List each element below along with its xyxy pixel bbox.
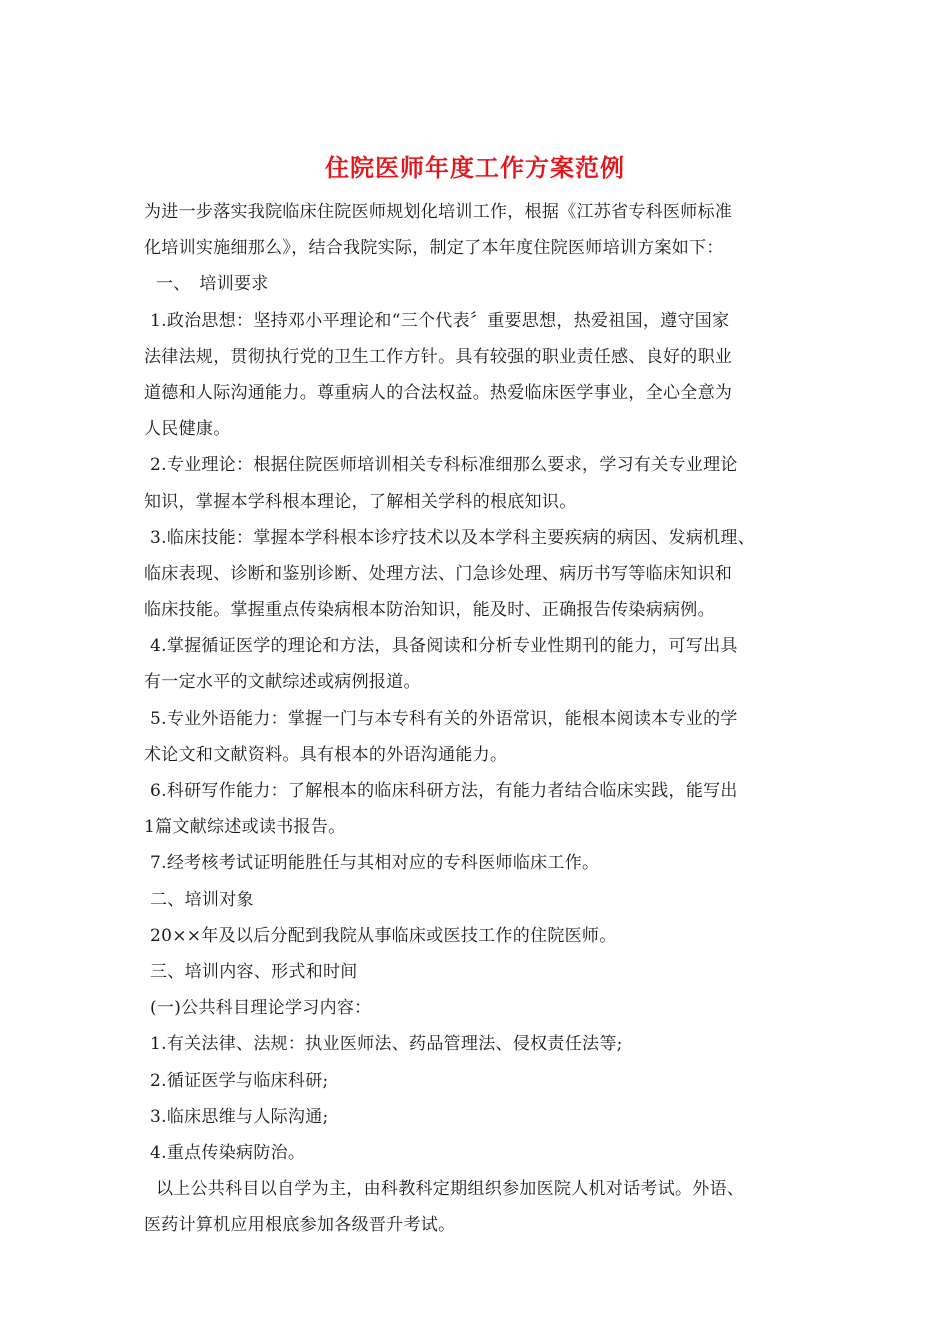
paragraph-line: 人民健康。 bbox=[144, 419, 231, 440]
paragraph-line: 临床技能。掌握重点传染病根本防治知识，能及时、正确报告传染病病例。 bbox=[144, 600, 715, 621]
paragraph-line: 6.科研写作能力：了解根本的临床科研方法，有能力者结合临床实践，能写出 bbox=[150, 781, 738, 801]
paragraph-line: 7.经考核考试证明能胜任与其相对应的专科医师临床工作。 bbox=[150, 853, 600, 874]
paragraph-line: 4.掌握循证医学的理论和方法，具备阅读和分析专业性期刊的能力，可写出具 bbox=[150, 636, 738, 657]
paragraph-line: 术论文和文献资料。具有根本的外语沟通能力。 bbox=[144, 744, 508, 765]
paragraph-line: 1篇文献综述或读书报告。 bbox=[144, 817, 346, 838]
paragraph-line: 有一定水平的文献综述或病例报道。 bbox=[144, 672, 421, 693]
paragraph-line: 法律法规，贯彻执行党的卫生工作方针。具有较强的职业责任感、良好的职业 bbox=[144, 346, 733, 367]
section-heading: 一、 培训要求 bbox=[156, 274, 269, 295]
paragraph-line: 3.临床技能：掌握本学科根本诊疗技术以及本学科主要疾病的病因、发病机理、 bbox=[150, 527, 756, 548]
paragraph-line: 2.专业理论：根据住院医师培训相关专科标准细那么要求，学习有关专业理论 bbox=[150, 455, 738, 476]
paragraph-line: 临床表现、诊断和鉴别诊断、处理方法、门急诊处理、病历书写等临床知识和 bbox=[144, 563, 733, 584]
list-item: 3.临床思维与人际沟通; bbox=[150, 1106, 329, 1127]
section-heading: 二、培训对象 bbox=[150, 889, 254, 910]
list-item: 1.有关法律、法规：执业医师法、药品管理法、侵权责任法等; bbox=[150, 1034, 623, 1055]
list-item: 2.循证医学与临床科研; bbox=[150, 1070, 329, 1091]
paragraph-line: 为进一步落实我院临床住院医师规划化培训工作，根据《江苏省专科医师标准 bbox=[144, 202, 733, 222]
paragraph-line: 20××年及以后分配到我院从事临床或医技工作的住院医师。 bbox=[150, 925, 617, 946]
list-item: 4.重点传染病防治。 bbox=[150, 1142, 306, 1163]
paragraph-line: 1.政治思想：坚持邓小平理论和“三个代表〞重要思想，热爱祖国，遵守国家 bbox=[150, 310, 730, 331]
section-heading: 三、培训内容、形式和时间 bbox=[150, 961, 358, 982]
subsection-heading: (一)公共科目理论学习内容： bbox=[150, 998, 372, 1019]
paragraph-line: 道德和人际沟通能力。尊重病人的合法权益。热爱临床医学事业，全心全意为 bbox=[144, 382, 733, 403]
paragraph-line: 知识，掌握本学科根本理论，了解相关学科的根底知识。 bbox=[144, 491, 577, 512]
paragraph-line: 5.专业外语能力：掌握一门与本专科有关的外语常识，能根本阅读本专业的学 bbox=[150, 708, 738, 729]
document-title: 住院医师年度工作方案范例 bbox=[325, 154, 625, 182]
paragraph-line: 化培训实施细那么》，结合我院实际，制定了本年度住院医师培训方案如下： bbox=[144, 238, 724, 259]
paragraph-line: 医药计算机应用根底参加各级晋升考试。 bbox=[144, 1215, 456, 1236]
paragraph-line: 以上公共科目以自学为主，由科教科定期组织参加医院人机对话考试。外语、 bbox=[156, 1179, 745, 1200]
document-body bbox=[144, 194, 824, 1243]
